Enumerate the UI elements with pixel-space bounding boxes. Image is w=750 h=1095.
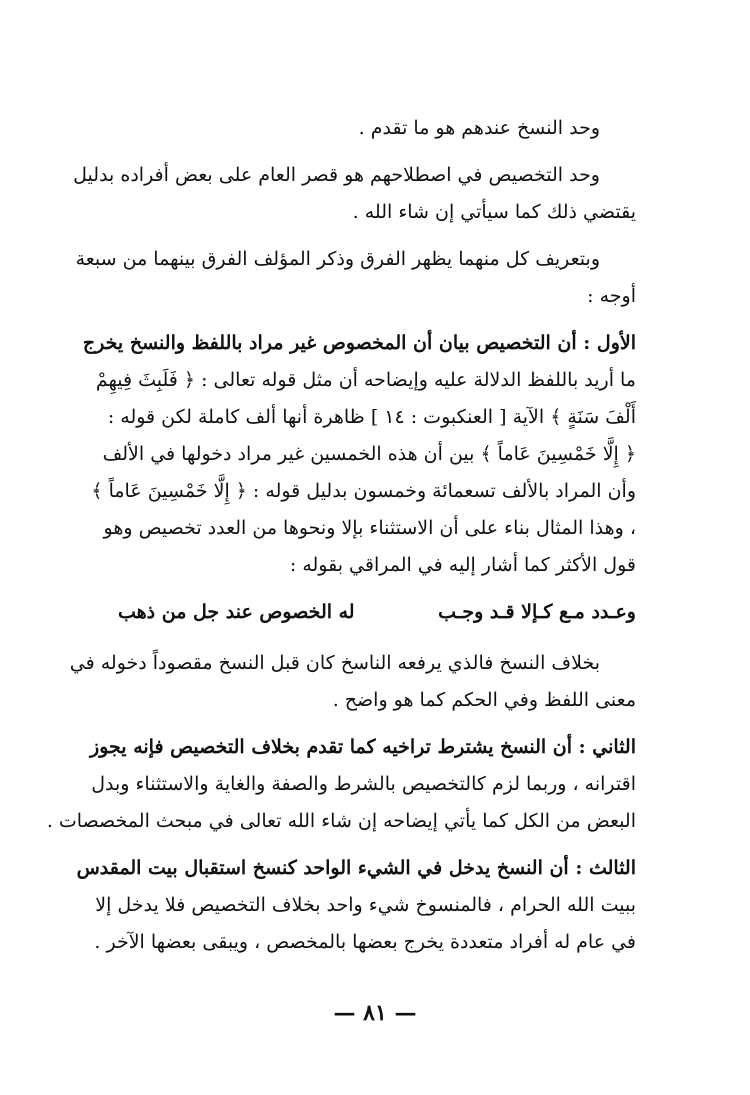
paragraph-difference-intro xyxy=(75,241,636,315)
text-line: اقترانه ، وربما لزم كالتخصيص بالشرط والصفة والغاية والاستثناء وبدل xyxy=(91,773,636,795)
text-line: الثالث : أن النسخ يدخل في الشيء الواحد كنسخ استقبال بيت المقدس xyxy=(76,857,636,879)
text-line: قول الأكثر كما أشار إليه في المراقي بقوله : xyxy=(289,554,636,576)
text-line: أوجه : xyxy=(587,285,636,307)
page-number: — ٨١ — xyxy=(333,1000,417,1026)
paragraph-second-difference xyxy=(46,729,636,840)
text-line: وبتعريف كل منهما يظهر الفرق وذكر المؤلف الفرق بينهما من سبعة xyxy=(75,248,600,270)
verse-second-hemistich: له الخصوص عند جل من ذهب xyxy=(118,601,355,623)
text-line: ، وهذا المثال بناء على أن الاستثناء بإلا ونحوها من العدد تخصيص وهو xyxy=(103,517,636,539)
text-line: الثاني : أن النسخ يشترط تراخيه كما تقدم بخلاف التخصيص فإنه يجوز xyxy=(90,736,636,758)
page-body xyxy=(46,110,636,971)
text-line: وحد النسخ عندهم هو ما تقدم . xyxy=(358,117,600,139)
paragraph-first-difference xyxy=(82,325,636,584)
paragraph-naskh-definition xyxy=(118,110,636,147)
text-line: في عام له أفراد متعددة يخرج بعضها بالمخصص ، ويبقى بعضها الآخر . xyxy=(94,931,636,953)
text-line: البعض من الكل كما يأتي إيضاحه إن شاء الله تعالى في مبحث المخصصات . xyxy=(46,810,636,832)
text-line: أَلْفَ سَنَةٍ ﴾ الآية [ العنكبوت : ١٤ ] ظاهرة أنها ألف كاملة لكن قوله : xyxy=(107,406,636,428)
text-line: وأن المراد بالألف تسعمائة وخمسون بدليل قوله : ﴿ إِلَّا خَمْسِينَ عَاماً ﴾ xyxy=(91,480,636,502)
paragraph-takhsis-definition xyxy=(73,157,636,231)
text-line: بخلاف النسخ فالذي يرفعه الناسخ كان قبل النسخ مقصوداً دخوله في xyxy=(69,652,600,674)
text-line: الأول : أن التخصيص بيان أن المخصوص غير مراد باللفظ والنسخ يخرج xyxy=(82,332,636,354)
paragraph-first-difference-continued xyxy=(69,645,636,719)
poetry-verse xyxy=(118,594,636,631)
text-line: ﴿ إِلَّا خَمْسِينَ عَاماً ﴾ بين أن هذه الخمسين غير مراد دخولها في الألف xyxy=(102,443,636,465)
text-line: وحد التخصيص في اصطلاحهم هو قصر العام على بعض أفراده بدليل xyxy=(73,164,600,186)
text-line: ما أريد باللفظ الدلالة عليه وإيضاحه أن مثل قوله تعالى : ﴿ فَلَبِثَ فِيهِمْ xyxy=(95,369,636,391)
text-line: ببيت الله الحرام ، فالمنسوخ شيء واحد بخلاف التخصيص فلا يدخل إلا xyxy=(95,894,636,916)
text-line: معنى اللفظ وفي الحكم كما هو واضح . xyxy=(332,689,636,711)
verse-first-hemistich: وعـدد مـع كـإلا قـد وجـب xyxy=(438,601,636,623)
text-line: يقتضي ذلك كما سيأتي إن شاء الله . xyxy=(352,201,636,223)
paragraph-third-difference xyxy=(76,850,636,961)
